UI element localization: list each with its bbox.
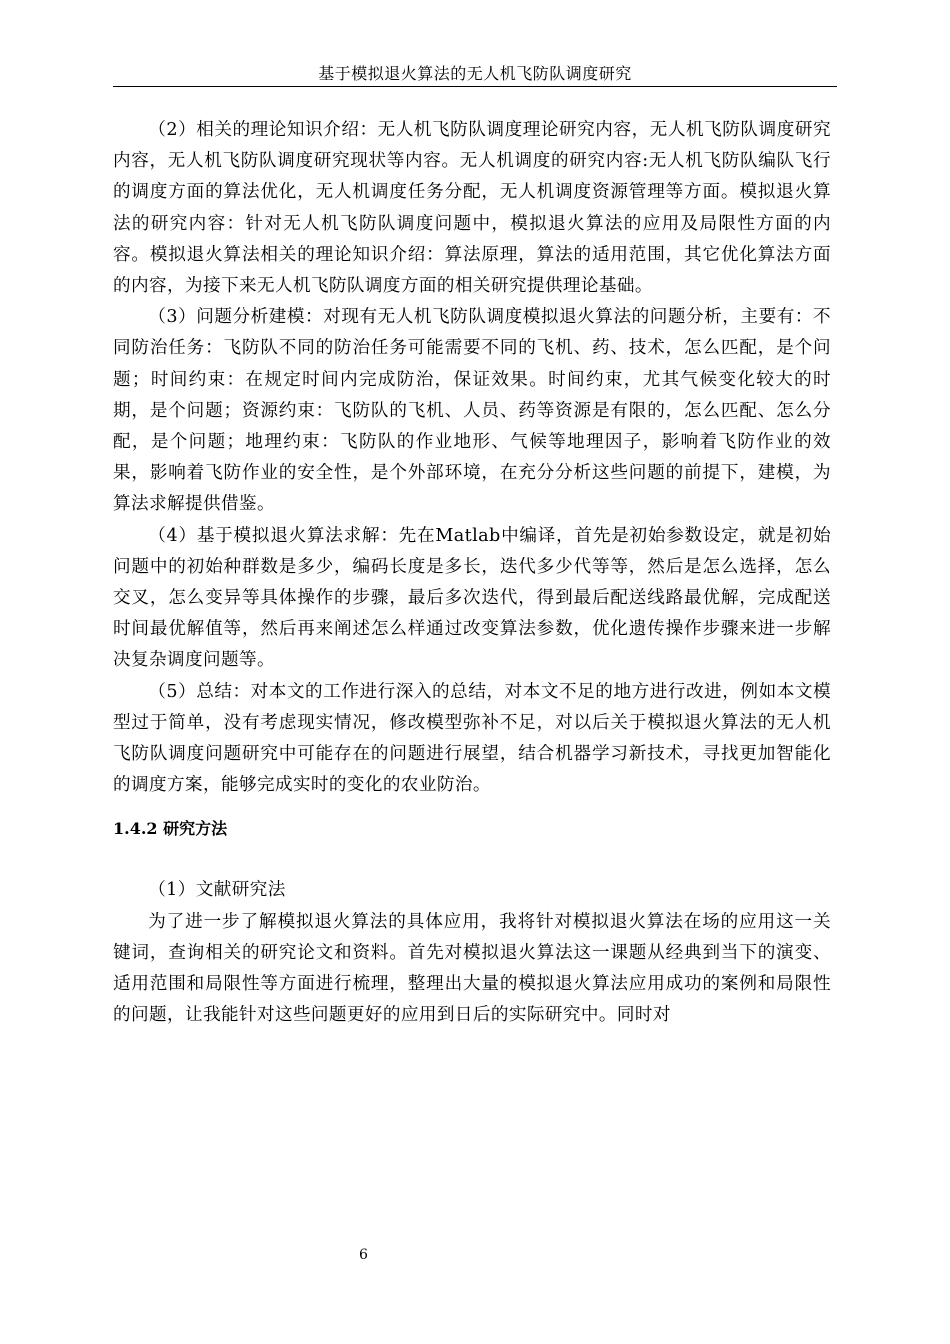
method-item-literature: （1）文献研究法 — [148, 880, 286, 901]
paragraph-problem-analysis: （3）问题分析建模：对现有无人机飞防队调度模拟退火算法的问题分析，主要有：不同防治任务：飞防队不同的防治任务可能需要不同的飞机、药、技术，怎么匹配，是个问题；时间约束：在规定时间内完成防治，保证效果。时间约束，尤其气候变化较大的时期，是个问题；资源约束：飞防队的飞机、人员、药等资源是有限的，怎么匹配、怎么分配，是个问题；地理约束：飞防队的作业地形、气候等地理因子，影响着飞防作业的效果，影响着飞防作业的安全性，是个外部环境，在充分分析这些问题的前提下，建模，为算法求解提供借鉴。 — [113, 307, 831, 515]
paragraph-literature-method: 为了进一步了解模拟退火算法的具体应用，我将针对模拟退火算法在场的应用这一关键词，查询相关的研究论文和资料。首先对模拟退火算法这一课题从经典到当下的演变、适用范围和局限性等方面进行梳理，整理出大量的模拟退火算法应用成功的案例和局限性的问题，让我能针对这些问题更好的应用到日后的实际研究中。同时对 — [113, 911, 831, 1026]
paragraph-algorithm-solution: （4）基于模拟退火算法求解：先在Matlab中编译，首先是初始参数设定，就是初始问题中的初始种群数是多少，编码长度是多长，迭代多少代等等，然后是怎么选择，怎么交叉，怎么变异等具体操作的步骤，最后多次迭代，得到最后配送线路最优解，完成配送时间最优解值等，然后再来阐述怎么样通过改变算法参数，优化遗传操作步骤来进一步解决复杂调度问题等。 — [113, 525, 831, 671]
header-divider — [113, 86, 837, 87]
paragraph-summary: （5）总结：对本文的工作进行深入的总结，对本文不足的地方进行改进，例如本文模型过于简单，没有考虑现实情况，修改模型弥补不足，对以后关于模拟退火算法的无人机飞防队调度问题研究中可能存在的问题进行展望，结合机器学习新技术，寻找更加智能化的调度方案，能够完成实时的变化的农业防治。 — [113, 681, 831, 796]
document-body — [113, 115, 831, 1031]
page-number: 6 — [359, 1247, 368, 1263]
paragraph-theory: （2）相关的理论知识介绍：无人机飞防队调度理论研究内容，无人机飞防队调度研究内容，无人机飞防队调度研究现状等内容。无人机调度的研究内容:无人机飞防队编队飞行的调度方面的算法优化，无人机调度任务分配，无人机调度资源管理等方面。模拟退火算法的研究内容：针对无人机飞防队调度问题中，模拟退火算法的应用及局限性方面的内容。模拟退火算法相关的理论知识介绍：算法原理，算法的适用范围，其它优化算法方面的内容，为接下来无人机飞防队调度方面的相关研究提供理论基础。 — [113, 120, 831, 297]
page-header: 基于模拟退火算法的无人机飞防队调度研究 — [318, 64, 632, 83]
section-heading: 1.4.2 研究方法 — [113, 819, 228, 839]
